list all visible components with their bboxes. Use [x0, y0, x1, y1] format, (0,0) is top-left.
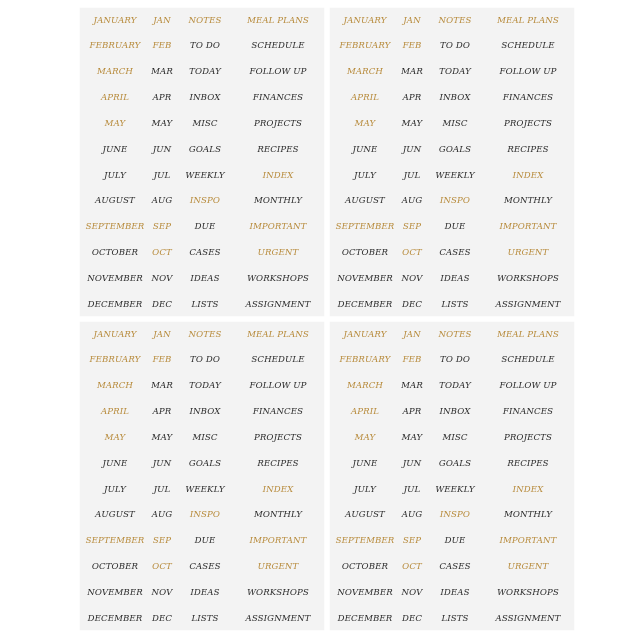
sticker-label: INBOX	[189, 93, 221, 104]
sticker-label: JANUARY	[93, 15, 137, 26]
sticker-label: INDEX	[512, 170, 544, 181]
sticker-label: DUE	[444, 222, 466, 233]
sticker-label: MAR	[151, 67, 173, 78]
sticker-label: JANUARY	[343, 15, 387, 26]
sticker-label: INDEX	[262, 170, 294, 181]
sticker-label: OCTOBER	[341, 248, 389, 259]
sticker-label: DEC	[151, 299, 173, 310]
sticker-label: MAY	[151, 118, 173, 129]
sticker-label: RECIPES	[257, 458, 299, 469]
sticker-label: INBOX	[439, 93, 471, 104]
sticker-label: DUE	[444, 536, 466, 547]
sticker-label: FOLLOW UP	[499, 381, 557, 392]
sticker-label: JAN	[403, 15, 421, 26]
sticker-label: MAY	[104, 118, 126, 129]
sticker-label: APRIL	[350, 407, 380, 418]
sticker-label: DEC	[151, 613, 173, 624]
sticker-label: OCT	[152, 562, 172, 573]
sticker-label: INSPO	[189, 510, 221, 521]
sticker-label: JAN	[153, 329, 171, 340]
sticker-label: MONTHLY	[253, 510, 303, 521]
sticker-label: PROJECTS	[253, 118, 302, 129]
sticker-label: AUGUST	[95, 196, 135, 207]
sticker-label: AUG	[151, 196, 173, 207]
sticker-label: APR	[152, 93, 172, 104]
sticker-label: JUN	[402, 144, 422, 155]
sticker-label: LISTS	[441, 299, 469, 310]
sticker-sheet-top-left	[80, 8, 324, 316]
sticker-sheet-bottom-left	[80, 322, 324, 630]
sticker-label: JUL	[403, 170, 421, 181]
sticker-label: MONTHLY	[253, 196, 303, 207]
sticker-label: AUGUST	[345, 196, 385, 207]
sticker-label: NOVEMBER	[87, 587, 143, 598]
sticker-label: MARCH	[346, 67, 384, 78]
sticker-label: APR	[402, 93, 422, 104]
sticker-label: MARCH	[96, 67, 134, 78]
sticker-label: IDEAS	[440, 587, 470, 598]
sticker-label: NOVEMBER	[337, 273, 393, 284]
sticker-label: APRIL	[100, 93, 130, 104]
sticker-label: WORKSHOPS	[497, 273, 559, 284]
sticker-label: DEC	[401, 613, 423, 624]
sticker-label: TODAY	[189, 67, 221, 78]
sticker-label: TODAY	[439, 381, 471, 392]
sticker-label: CASES	[439, 562, 471, 573]
sticker-label: TO DO	[190, 355, 220, 366]
sticker-label: APRIL	[100, 407, 130, 418]
label-grid	[330, 322, 574, 630]
sticker-label: OCTOBER	[91, 562, 139, 573]
sticker-label: NOTES	[438, 15, 472, 26]
sticker-label: MAY	[354, 432, 376, 443]
sticker-label: NOVEMBER	[87, 273, 143, 284]
sticker-label: AUG	[401, 196, 423, 207]
sticker-label: INBOX	[189, 407, 221, 418]
sticker-label: MARCH	[96, 381, 134, 392]
sticker-label: RECIPES	[507, 144, 549, 155]
sticker-label: JUN	[152, 144, 172, 155]
sticker-label: FOLLOW UP	[249, 381, 307, 392]
sticker-label: AUGUST	[345, 510, 385, 521]
sticker-label: MISC	[192, 118, 218, 129]
sticker-label: INDEX	[262, 484, 294, 495]
sticker-label: JULY	[354, 170, 376, 181]
label-grid	[330, 8, 574, 316]
sticker-label: AUGUST	[95, 510, 135, 521]
sticker-label: DECEMBER	[87, 299, 143, 310]
sticker-label: MONTHLY	[503, 196, 553, 207]
sticker-label: FINANCES	[502, 93, 554, 104]
sticker-label: NOTES	[438, 329, 472, 340]
sticker-label: MEAL PLANS	[247, 329, 309, 340]
sticker-sheet-top-right	[330, 8, 574, 316]
sticker-label: SCHEDULE	[501, 41, 555, 52]
sticker-label: LISTS	[191, 299, 219, 310]
sticker-label: TODAY	[439, 67, 471, 78]
sticker-label: TO DO	[440, 355, 470, 366]
sticker-label: MEAL PLANS	[497, 329, 559, 340]
sticker-label: SCHEDULE	[251, 355, 305, 366]
sticker-label: MONTHLY	[503, 510, 553, 521]
sticker-label: NOV	[401, 273, 423, 284]
sticker-label: APR	[402, 407, 422, 418]
sticker-label: ASSIGNMENT	[245, 613, 311, 624]
sticker-label: NOTES	[188, 15, 222, 26]
sticker-label: LISTS	[191, 613, 219, 624]
sticker-label: JUNE	[102, 458, 128, 469]
sticker-label: FINANCES	[252, 93, 304, 104]
sticker-label: ASSIGNMENT	[245, 299, 311, 310]
sticker-label: FOLLOW UP	[249, 67, 307, 78]
sticker-label: MAR	[401, 67, 423, 78]
sticker-label: FEB	[402, 355, 422, 366]
sticker-label: APRIL	[350, 93, 380, 104]
sticker-label: DECEMBER	[337, 299, 393, 310]
sticker-label: IMPORTANT	[499, 536, 557, 547]
sticker-label: FINANCES	[502, 407, 554, 418]
sticker-label: FINANCES	[252, 407, 304, 418]
sticker-label: OCTOBER	[341, 562, 389, 573]
sticker-label: URGENT	[507, 248, 549, 259]
sticker-label: GOALS	[188, 144, 222, 155]
sticker-label: DEC	[401, 299, 423, 310]
sticker-label: OCTOBER	[91, 248, 139, 259]
sticker-label: GOALS	[188, 458, 222, 469]
sticker-label: GOALS	[438, 144, 472, 155]
sticker-label: NOTES	[188, 329, 222, 340]
sticker-label: GOALS	[438, 458, 472, 469]
sticker-label: FEBRUARY	[339, 355, 391, 366]
sticker-label: JAN	[403, 329, 421, 340]
sticker-label: MAY	[151, 432, 173, 443]
sticker-label: SEP	[402, 536, 422, 547]
sticker-label: MISC	[442, 118, 468, 129]
sticker-label: JUN	[152, 458, 172, 469]
sticker-label: DUE	[194, 222, 216, 233]
sticker-label: ASSIGNMENT	[495, 613, 561, 624]
sticker-label: DECEMBER	[337, 613, 393, 624]
sticker-label: MARCH	[346, 381, 384, 392]
sticker-label: MAR	[151, 381, 173, 392]
sticker-label: FEBRUARY	[89, 355, 141, 366]
sticker-label: IDEAS	[440, 273, 470, 284]
sticker-label: SEPTEMBER	[85, 222, 145, 233]
label-grid	[80, 322, 324, 630]
sticker-label: IMPORTANT	[499, 222, 557, 233]
sticker-label: JULY	[104, 484, 126, 495]
sticker-label: SEP	[152, 536, 172, 547]
sticker-label: SEP	[152, 222, 172, 233]
sticker-label: SEPTEMBER	[85, 536, 145, 547]
sticker-label: MISC	[442, 432, 468, 443]
sticker-label: CASES	[439, 248, 471, 259]
sticker-label: DUE	[194, 536, 216, 547]
sticker-label: INBOX	[439, 407, 471, 418]
sticker-label: URGENT	[507, 562, 549, 573]
sticker-sheet-bottom-right	[330, 322, 574, 630]
sticker-label: MAY	[104, 432, 126, 443]
sticker-label: FEB	[152, 355, 172, 366]
sticker-label: JULY	[354, 484, 376, 495]
sticker-label: FEB	[152, 41, 172, 52]
sticker-label: MAY	[401, 432, 423, 443]
sticker-label: WEEKLY	[185, 170, 225, 181]
sticker-label: JUL	[403, 484, 421, 495]
sticker-label: DECEMBER	[87, 613, 143, 624]
sticker-label: TO DO	[190, 41, 220, 52]
sticker-label: NOV	[151, 587, 173, 598]
sticker-label: TODAY	[189, 381, 221, 392]
sticker-label: FEBRUARY	[339, 41, 391, 52]
sticker-label: MAY	[354, 118, 376, 129]
sticker-label: OCT	[152, 248, 172, 259]
sticker-label: RECIPES	[507, 458, 549, 469]
sticker-label: AUG	[151, 510, 173, 521]
sticker-label: JUL	[153, 170, 171, 181]
sticker-label: MEAL PLANS	[247, 15, 309, 26]
sticker-label: MEAL PLANS	[497, 15, 559, 26]
sticker-label: JUNE	[102, 144, 128, 155]
sticker-label: PROJECTS	[503, 432, 552, 443]
sticker-label: WORKSHOPS	[247, 587, 309, 598]
sticker-label: IDEAS	[190, 273, 220, 284]
sticker-label: JUNE	[352, 144, 378, 155]
sticker-label: OCT	[402, 562, 422, 573]
sticker-label: JUL	[153, 484, 171, 495]
sticker-label: INSPO	[439, 196, 471, 207]
sticker-label: MAR	[401, 381, 423, 392]
sticker-label: CASES	[189, 248, 221, 259]
sticker-label: MISC	[192, 432, 218, 443]
sticker-label: INSPO	[189, 196, 221, 207]
label-grid	[80, 8, 324, 316]
sticker-label: WEEKLY	[435, 170, 475, 181]
sticker-label: SCHEDULE	[501, 355, 555, 366]
sticker-label: WORKSHOPS	[247, 273, 309, 284]
sticker-label: JANUARY	[93, 329, 137, 340]
sticker-label: LISTS	[441, 613, 469, 624]
sticker-label: FOLLOW UP	[499, 67, 557, 78]
sticker-label: IMPORTANT	[249, 536, 307, 547]
sticker-label: JUN	[402, 458, 422, 469]
sticker-label: FEB	[402, 41, 422, 52]
sticker-label: TO DO	[440, 41, 470, 52]
sticker-label: INSPO	[439, 510, 471, 521]
sticker-label: WEEKLY	[435, 484, 475, 495]
sticker-label: WEEKLY	[185, 484, 225, 495]
sticker-label: NOV	[401, 587, 423, 598]
sticker-label: JAN	[153, 15, 171, 26]
sticker-label: APR	[152, 407, 172, 418]
sticker-label: JULY	[104, 170, 126, 181]
sticker-label: JANUARY	[343, 329, 387, 340]
sticker-label: SEP	[402, 222, 422, 233]
sticker-label: IMPORTANT	[249, 222, 307, 233]
sticker-label: SCHEDULE	[251, 41, 305, 52]
sticker-label: SEPTEMBER	[335, 222, 395, 233]
sticker-label: ASSIGNMENT	[495, 299, 561, 310]
sticker-label: AUG	[401, 510, 423, 521]
sticker-label: MAY	[401, 118, 423, 129]
sticker-label: PROJECTS	[253, 432, 302, 443]
sticker-label: NOVEMBER	[337, 587, 393, 598]
sticker-label: WORKSHOPS	[497, 587, 559, 598]
sticker-label: RECIPES	[257, 144, 299, 155]
sticker-label: SEPTEMBER	[335, 536, 395, 547]
sticker-label: NOV	[151, 273, 173, 284]
sticker-label: URGENT	[257, 562, 299, 573]
sticker-label: INDEX	[512, 484, 544, 495]
sticker-label: URGENT	[257, 248, 299, 259]
sticker-label: OCT	[402, 248, 422, 259]
sticker-label: PROJECTS	[503, 118, 552, 129]
sticker-label: IDEAS	[190, 587, 220, 598]
sticker-label: CASES	[189, 562, 221, 573]
sticker-label: FEBRUARY	[89, 41, 141, 52]
sticker-label: JUNE	[352, 458, 378, 469]
